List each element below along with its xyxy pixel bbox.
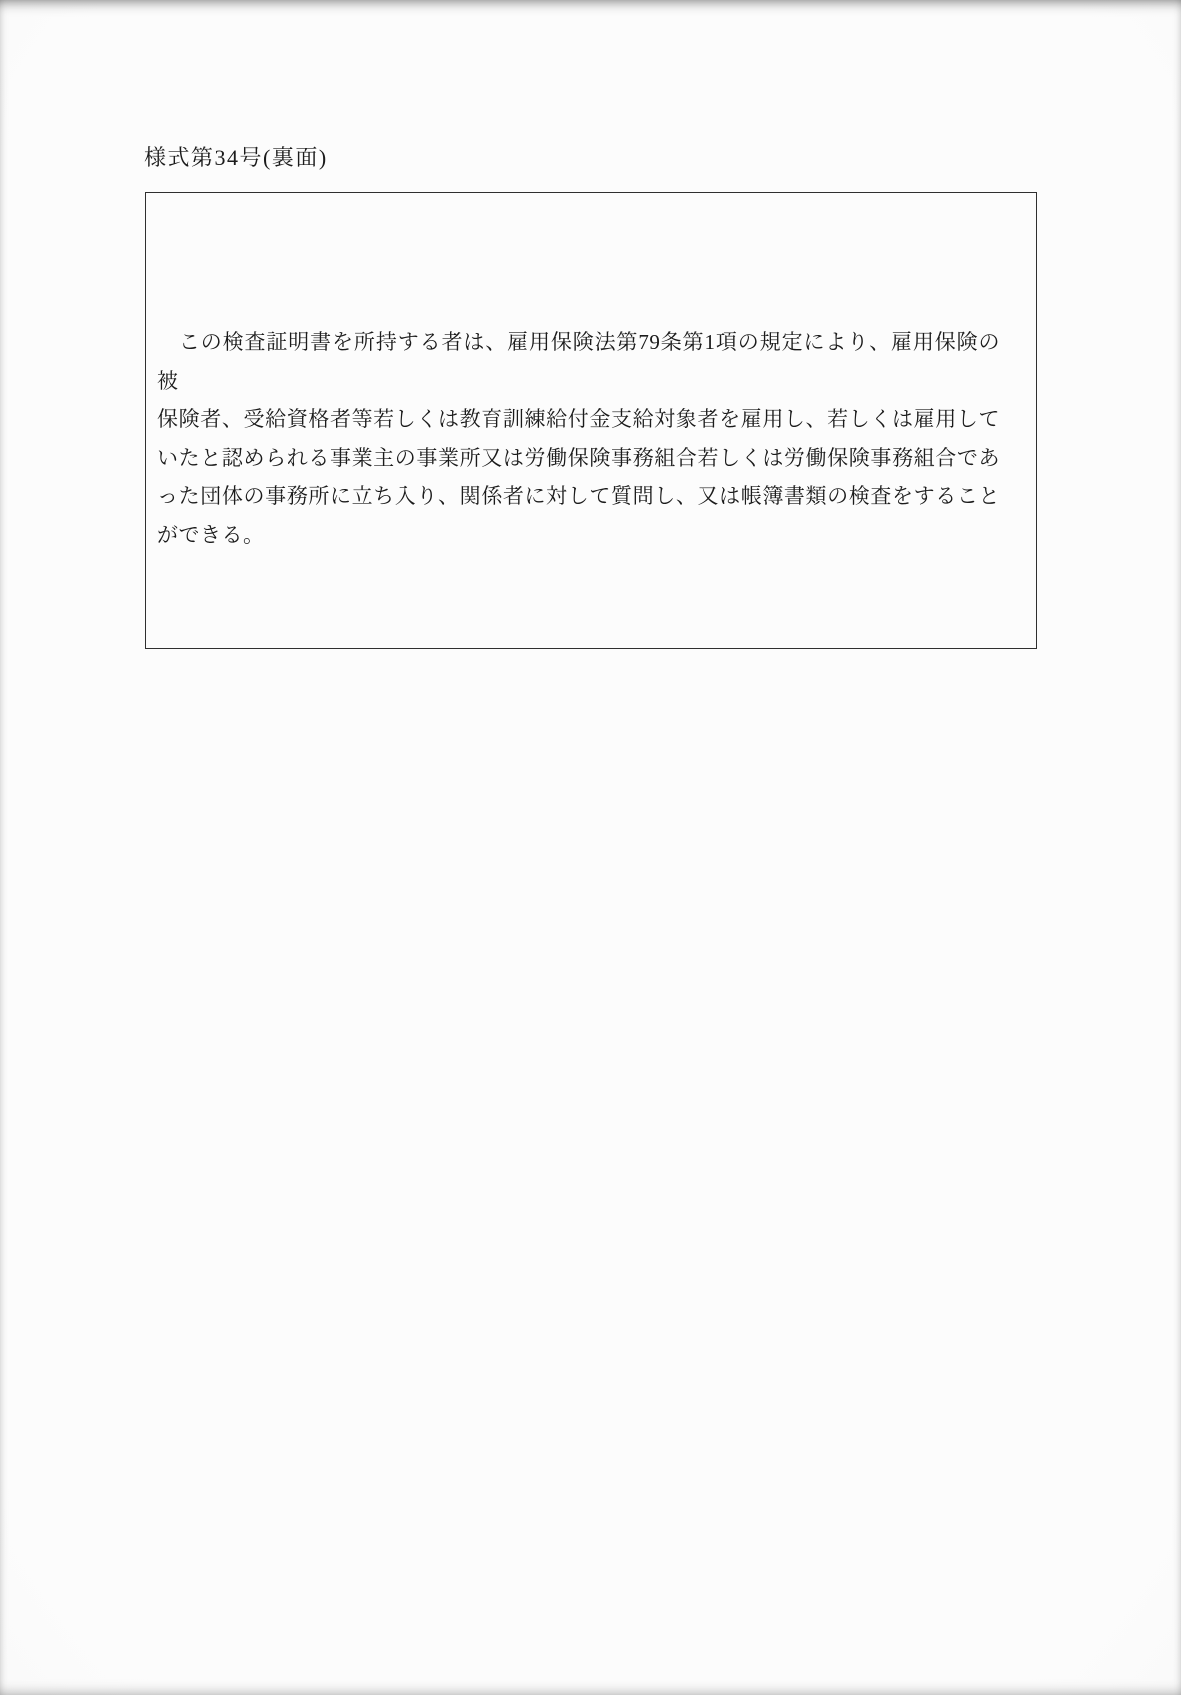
notice-text-line: この検査証明書を所持する者は、雇用保険法第79条第1項の規定により、雇用保険の被 — [157, 330, 1000, 393]
form-number-label: 様式第34号(裏面) — [144, 145, 328, 170]
notice-text-line: いたと認められる事業主の事業所又は労働保険事務組合若しくは労働保険事務組合であ — [157, 445, 1000, 470]
notice-text-line: ができる。 — [157, 522, 265, 547]
notice-box — [145, 192, 1037, 649]
notice-text-line: 保険者、受給資格者等若しくは教育訓練給付金支給対象者を雇用し、若しくは雇用して — [157, 407, 1000, 432]
notice-text-line: った団体の事務所に立ち入り、関係者に対して質問し、又は帳簿書類の検査をすること — [157, 484, 1000, 509]
